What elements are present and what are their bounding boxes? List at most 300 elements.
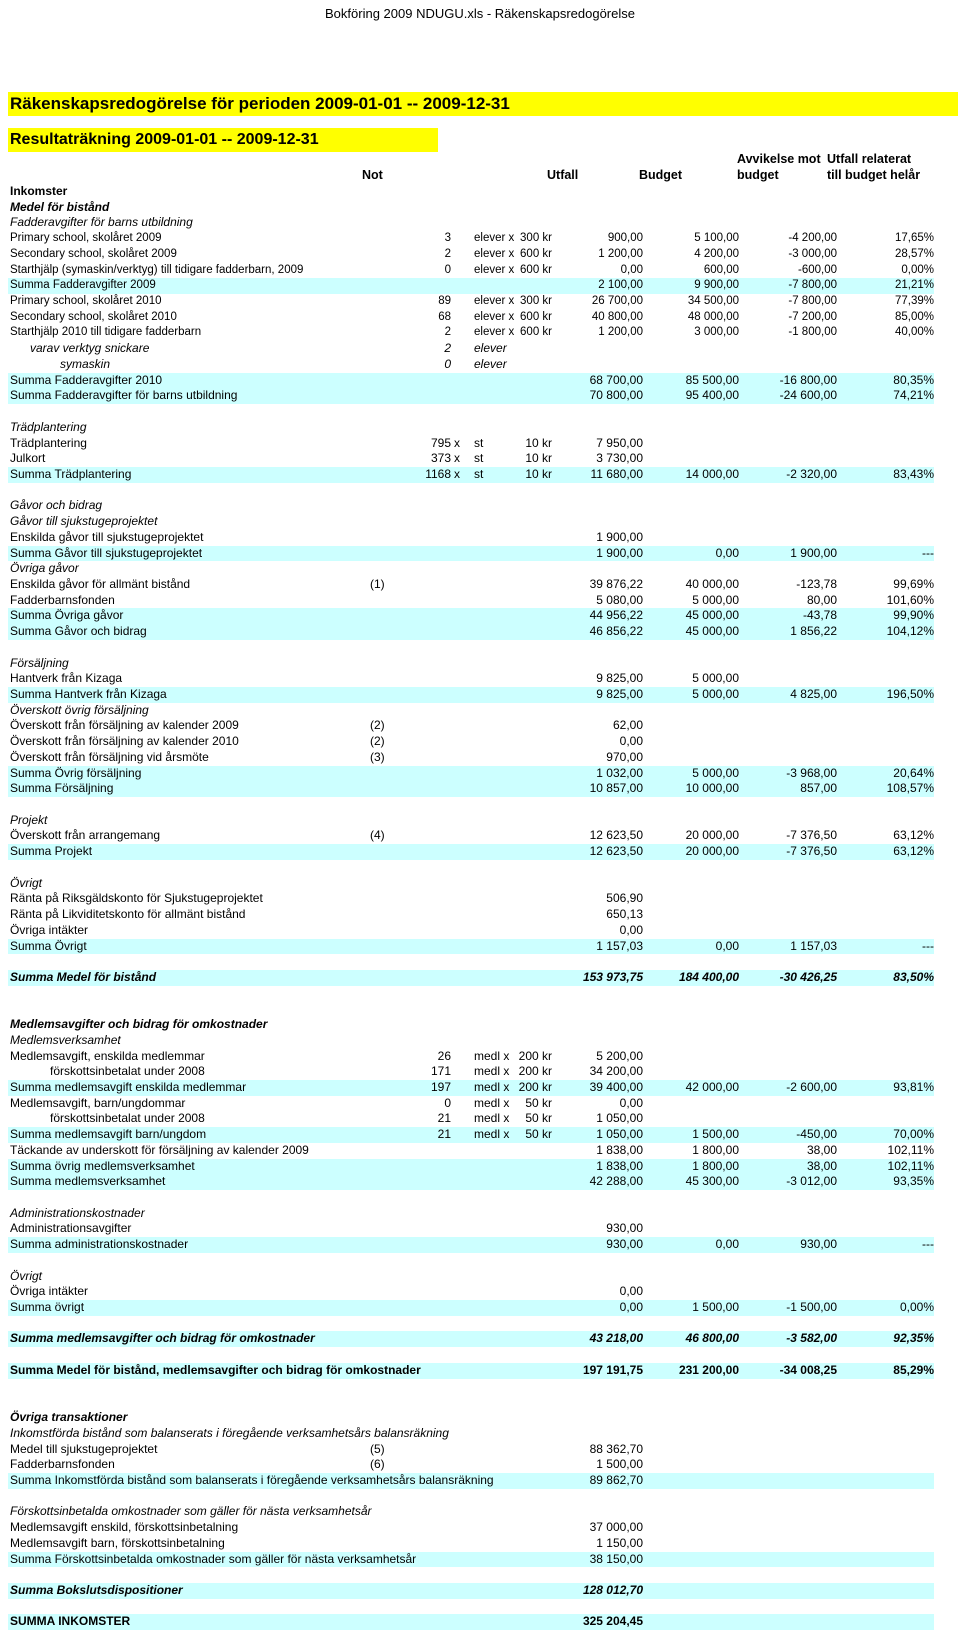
table-row — [8, 828, 934, 844]
row-price: 600 kr — [520, 247, 552, 260]
row-percent: 80,35% — [893, 372, 934, 387]
table-row — [8, 1520, 934, 1536]
row-percent: 20,64% — [893, 765, 934, 780]
table-row — [8, 1599, 934, 1615]
row-percent: --- — [922, 545, 934, 560]
row-unit: elever — [474, 356, 507, 371]
row-utfall: 40 800,00 — [591, 310, 643, 323]
row-avvikelse: 930,00 — [800, 1237, 837, 1252]
row-label: Täckande av underskott för försäljning av kalender 2009 — [10, 1142, 309, 1157]
row-label: symaskin — [10, 356, 111, 371]
table-row — [8, 876, 934, 892]
summary-row — [8, 939, 934, 955]
summary-row — [8, 1080, 934, 1096]
table-row — [8, 954, 934, 970]
row-utfall: 39 876,22 — [589, 576, 643, 591]
row-label: Summa Medel för bistånd — [10, 969, 157, 984]
row-percent: 21,21% — [894, 279, 934, 292]
row-label: Summa medlemsavgift barn/ungdom — [10, 1127, 207, 1142]
row-budget: 5 000,00 — [692, 687, 739, 701]
row-utfall: 1 838,00 — [596, 1158, 643, 1173]
table-row — [8, 231, 934, 247]
row-count: 68 — [438, 310, 451, 323]
row-utfall: 1 150,00 — [596, 1535, 643, 1550]
row-avvikelse: 1 157,03 — [790, 938, 837, 953]
row-percent: 99,69% — [893, 576, 934, 591]
row-label: SUMMA INKOMSTER — [10, 1614, 131, 1629]
row-utfall: 9 825,00 — [596, 671, 643, 686]
table-row — [8, 294, 934, 310]
col-relaterat-2: till budget helår — [827, 168, 921, 182]
row-note: (5) — [370, 1441, 385, 1456]
column-headers — [0, 152, 960, 184]
row-percent: 196,50% — [886, 687, 934, 701]
row-label: Primary school, skolåret 2010 — [10, 295, 162, 308]
row-label: Inkomster — [10, 184, 68, 198]
row-count: 171 — [430, 1064, 451, 1079]
row-utfall: 970,00 — [606, 749, 643, 764]
row-utfall: 1 200,00 — [598, 326, 643, 339]
row-percent: 28,57% — [894, 247, 934, 260]
row-label: Projekt — [10, 812, 48, 827]
table-row — [8, 404, 934, 420]
row-budget: 45 000,00 — [685, 608, 739, 623]
row-percent: 83,50% — [893, 969, 934, 984]
row-avvikelse: 1 856,22 — [790, 624, 837, 639]
row-utfall: 506,90 — [606, 891, 643, 906]
row-count: 26 — [437, 1048, 451, 1063]
row-count: 2 — [444, 341, 451, 356]
row-budget: 95 400,00 — [685, 388, 739, 403]
row-label: Summa Projekt — [10, 844, 93, 859]
row-budget: 3 000,00 — [694, 326, 739, 339]
row-avvikelse: 80,00 — [806, 592, 837, 607]
table-row — [8, 483, 934, 499]
table-row — [8, 718, 934, 734]
row-percent: 92,35% — [893, 1331, 934, 1346]
summary-row — [8, 608, 934, 624]
row-label: Övrigt — [10, 1268, 43, 1283]
row-percent: 0,00% — [901, 263, 934, 276]
table-row — [8, 1111, 934, 1127]
table-row — [8, 640, 934, 656]
row-label: Övriga transaktioner — [10, 1410, 128, 1425]
row-price: 200 kr — [518, 1064, 552, 1079]
row-utfall: 1 032,00 — [596, 765, 643, 780]
table-row — [8, 593, 934, 609]
row-label: Summa Fadderavgifter 2010 — [10, 372, 163, 387]
row-utfall: 650,13 — [606, 907, 643, 922]
row-label: Secondary school, skolåret 2009 — [10, 247, 177, 260]
row-label: Summa Trädplantering — [10, 466, 132, 481]
row-label: varav verktyg snickare — [10, 341, 150, 356]
row-count: 795 — [430, 435, 451, 450]
table-row — [8, 215, 934, 231]
row-utfall: 88 362,70 — [589, 1441, 643, 1456]
row-label: Summa Medel för bistånd, medlemsavgifter och bidrag för omkostnader — [10, 1362, 421, 1377]
row-budget: 14 000,00 — [685, 466, 739, 481]
row-price: 200 kr — [518, 1048, 552, 1063]
row-budget: 600,00 — [703, 263, 739, 276]
row-label: Överskott från försäljning av kalender 2009 — [10, 718, 239, 733]
row-unit: elever x — [474, 326, 515, 339]
row-price: 200 kr — [518, 1079, 552, 1094]
row-budget: 40 000,00 — [685, 576, 739, 591]
row-label: Medlemsavgift, barn/ungdommar — [10, 1095, 186, 1110]
row-utfall: 37 000,00 — [589, 1520, 643, 1535]
row-label: Medlemsavgift enskild, förskottsinbetalning — [10, 1520, 239, 1535]
row-unit: st — [474, 435, 484, 450]
row-x: x — [454, 466, 460, 481]
summary-row — [8, 373, 934, 389]
col-relaterat-1: Utfall relaterat — [827, 152, 912, 166]
col-budget: Budget — [639, 168, 683, 182]
summary-row — [8, 766, 934, 782]
table-row — [8, 514, 934, 530]
row-percent: 63,12% — [893, 828, 934, 843]
row-count: 21 — [437, 1127, 451, 1142]
summary-row — [8, 1159, 934, 1175]
row-percent: 17,65% — [894, 232, 934, 245]
row-budget: 1 500,00 — [692, 1127, 739, 1142]
row-utfall: 325 204,45 — [582, 1614, 643, 1629]
row-avvikelse: -2 320,00 — [786, 466, 837, 481]
summary-row — [8, 1473, 934, 1489]
summary-row — [8, 546, 934, 562]
row-label: Överskott från arrangemang — [10, 828, 161, 843]
row-avvikelse: -450,00 — [796, 1127, 837, 1142]
row-utfall: 70 800,00 — [589, 388, 643, 403]
row-avvikelse: -3 000,00 — [788, 247, 837, 260]
table-row — [8, 436, 934, 452]
row-utfall: 38 150,00 — [589, 1551, 643, 1566]
row-percent: 40,00% — [894, 326, 934, 339]
row-label: Summa Övrig försäljning — [10, 765, 142, 780]
table-row — [8, 750, 934, 766]
row-label: Summa Fadderavgifter för barns utbildning — [10, 388, 238, 403]
summary-row — [8, 1174, 934, 1190]
row-budget: 5 000,00 — [692, 592, 739, 607]
row-utfall: 0,00 — [619, 1300, 643, 1315]
row-utfall: 10 857,00 — [589, 781, 643, 796]
row-price: 300 kr — [520, 232, 552, 245]
row-note: (1) — [370, 576, 385, 591]
table-row — [8, 184, 934, 200]
row-avvikelse: -600,00 — [797, 263, 837, 276]
page-header: Bokföring 2009 NDUGU.xls - Räkenskapsredogörelse — [325, 6, 635, 21]
table-row — [8, 1001, 934, 1017]
row-avvikelse: 1 900,00 — [790, 545, 837, 560]
row-label: Gåvor och bidrag — [10, 498, 103, 513]
row-utfall: 1 500,00 — [596, 1457, 643, 1472]
table-row — [8, 1221, 934, 1237]
summary-row — [8, 278, 934, 294]
table-row — [8, 1033, 934, 1049]
row-price: 600 kr — [520, 326, 552, 339]
row-utfall: 7 950,00 — [596, 435, 643, 450]
row-utfall: 5 200,00 — [596, 1048, 643, 1063]
table-row — [8, 1049, 934, 1065]
report-title: Räkenskapsredogörelse för perioden 2009-01-01 -- 2009-12-31 — [8, 92, 958, 116]
row-label: Summa Fadderavgifter 2009 — [10, 279, 156, 292]
row-price: 10 kr — [525, 435, 552, 450]
row-note: (2) — [370, 734, 385, 749]
row-count: 0 — [444, 263, 451, 276]
table-row — [8, 1143, 934, 1159]
row-count: 2 — [444, 247, 451, 260]
row-avvikelse: -3 582,00 — [786, 1331, 837, 1346]
row-percent: 93,81% — [893, 1079, 934, 1094]
row-percent: 77,39% — [894, 295, 934, 308]
row-budget: 46 800,00 — [685, 1331, 739, 1346]
row-utfall: 1 157,03 — [596, 938, 643, 953]
table-row — [8, 1269, 934, 1285]
row-percent: 70,00% — [893, 1127, 934, 1142]
row-percent: 93,35% — [893, 1174, 934, 1189]
row-utfall: 12 623,50 — [589, 828, 643, 843]
row-label: Julkort — [10, 451, 46, 466]
row-utfall: 0,00 — [619, 734, 643, 749]
table-row — [8, 1096, 934, 1112]
row-utfall: 1 838,00 — [596, 1142, 643, 1157]
row-percent: 63,12% — [893, 844, 934, 859]
row-percent: 83,43% — [893, 466, 934, 481]
row-utfall: 153 973,75 — [582, 969, 643, 984]
row-avvikelse: 4 825,00 — [790, 687, 837, 701]
row-unit: elever x — [474, 247, 515, 260]
report-subtitle: Resultaträkning 2009-01-01 -- 2009-12-31 — [8, 128, 438, 152]
col-not: Not — [362, 168, 383, 182]
row-utfall: 930,00 — [606, 1221, 643, 1236]
table-row — [8, 860, 934, 876]
row-avvikelse: -16 800,00 — [779, 372, 837, 387]
table-row — [8, 341, 934, 357]
row-count: 0 — [444, 1095, 451, 1110]
row-label: Summa Hantverk från Kizaga — [10, 687, 167, 701]
table-row — [8, 986, 934, 1002]
row-price: 300 kr — [520, 295, 552, 308]
row-avvikelse: -7 800,00 — [788, 295, 837, 308]
summary-row — [8, 624, 934, 640]
col-avvikelse-2: budget — [737, 168, 779, 182]
row-budget: 1 800,00 — [692, 1158, 739, 1173]
row-avvikelse: 38,00 — [806, 1142, 837, 1157]
row-utfall: 1 050,00 — [596, 1127, 643, 1142]
row-unit: medl x — [474, 1064, 510, 1079]
table-row — [8, 498, 934, 514]
row-budget: 48 000,00 — [687, 310, 739, 323]
row-count: 0 — [444, 356, 451, 371]
table-row — [8, 310, 934, 326]
summary-row — [8, 1300, 934, 1316]
row-price: 10 kr — [525, 466, 552, 481]
row-label: Ränta på Riksgäldskonto för Sjukstugeprojektet — [10, 891, 263, 906]
row-unit: medl x — [474, 1048, 510, 1063]
row-budget: 10 000,00 — [685, 781, 739, 796]
row-label: Secondary school, skolåret 2010 — [10, 310, 177, 323]
row-label: Summa administrationskostnader — [10, 1237, 189, 1252]
row-budget: 1 800,00 — [692, 1142, 739, 1157]
row-label: Övrigt — [10, 875, 43, 890]
row-utfall: 34 200,00 — [589, 1064, 643, 1079]
row-percent: 102,11% — [887, 1158, 934, 1173]
row-label: förskottsinbetalat under 2008 — [10, 1111, 205, 1126]
row-utfall: 1 900,00 — [596, 529, 643, 544]
row-budget: 1 500,00 — [692, 1300, 739, 1315]
row-label: Medlemsavgifter och bidrag för omkostnader — [10, 1017, 268, 1032]
row-budget: 0,00 — [715, 938, 739, 953]
row-budget: 9 900,00 — [694, 279, 739, 292]
summary-row — [8, 1127, 934, 1143]
row-label: Övriga gåvor — [10, 561, 79, 576]
table-row — [8, 734, 934, 750]
table-row — [8, 1504, 934, 1520]
row-avvikelse: -7 376,50 — [786, 844, 837, 859]
row-percent: 0,00% — [899, 1300, 934, 1315]
table-row — [8, 561, 934, 577]
table-row — [8, 451, 934, 467]
row-label: Summa Förskottsinbetalda omkostnader som gäller för nästa verksamhetsår — [10, 1551, 417, 1566]
row-utfall: 128 012,70 — [582, 1582, 643, 1597]
row-utfall: 42 288,00 — [589, 1174, 643, 1189]
row-label: Summa Övriga gåvor — [10, 608, 124, 623]
row-label: Förskottsinbetalda omkostnader som gäller för nästa verksamhetsår — [10, 1504, 372, 1519]
row-utfall: 2 100,00 — [598, 279, 643, 292]
row-unit: st — [474, 466, 484, 481]
row-percent: 85,29% — [893, 1362, 934, 1377]
summary-row — [8, 1614, 934, 1630]
row-count: 21 — [437, 1111, 451, 1126]
table-row — [8, 656, 934, 672]
row-percent: 102,11% — [887, 1142, 934, 1157]
row-budget: 34 500,00 — [687, 295, 739, 308]
row-price: 50 kr — [525, 1111, 552, 1126]
row-budget: 20 000,00 — [685, 844, 739, 859]
row-price: 600 kr — [520, 263, 552, 276]
table-row — [8, 1567, 934, 1583]
row-label: Administrationsavgifter — [10, 1221, 132, 1236]
row-label: Trädplantering — [10, 419, 87, 434]
col-utfall: Utfall — [547, 168, 579, 182]
row-count: 89 — [438, 295, 451, 308]
row-budget: 4 200,00 — [694, 247, 739, 260]
summary-row — [8, 1363, 934, 1379]
row-unit: medl x — [474, 1111, 510, 1126]
row-unit: elever x — [474, 263, 515, 276]
row-x: x — [454, 435, 460, 450]
row-label: Enskilda gåvor för allmänt bistånd — [10, 576, 191, 591]
row-price: 50 kr — [525, 1095, 552, 1110]
row-label: Enskilda gåvor till sjukstugeprojektet — [10, 529, 204, 544]
row-unit: elever x — [474, 295, 515, 308]
table-row — [8, 357, 934, 373]
row-note: (6) — [370, 1457, 385, 1472]
table-row — [8, 703, 934, 719]
row-price: 50 kr — [525, 1127, 552, 1142]
row-budget: 184 400,00 — [678, 969, 739, 984]
row-label: Starthjälp (symaskin/verktyg) till tidigare fadderbarn, 2009 — [10, 263, 304, 276]
row-label: Trädplantering — [10, 435, 87, 450]
row-label: Gåvor till sjukstugeprojektet — [10, 514, 158, 529]
summary-row — [8, 781, 934, 797]
table-row — [8, 1206, 934, 1222]
row-utfall: 39 400,00 — [589, 1079, 643, 1094]
row-utfall: 0,00 — [620, 263, 643, 276]
row-utfall: 1 200,00 — [598, 247, 643, 260]
row-count: 197 — [430, 1079, 451, 1094]
row-avvikelse: -2 600,00 — [786, 1079, 837, 1094]
row-unit: elever x — [474, 310, 515, 323]
row-label: Medel för bistånd — [10, 199, 110, 214]
summary-row — [8, 970, 934, 986]
row-budget: 20 000,00 — [685, 828, 739, 843]
row-unit: medl x — [474, 1127, 510, 1142]
table-row — [8, 200, 934, 216]
row-label: Fadderavgifter för barns utbildning — [10, 215, 193, 230]
row-budget: 85 500,00 — [685, 372, 739, 387]
row-budget: 231 200,00 — [678, 1362, 739, 1377]
summary-row — [8, 1331, 934, 1347]
row-avvikelse: -1 800,00 — [788, 326, 837, 339]
row-budget: 42 000,00 — [685, 1079, 739, 1094]
row-avvikelse: 857,00 — [800, 781, 837, 796]
table-row — [8, 420, 934, 436]
row-label: Medel till sjukstugeprojektet — [10, 1441, 158, 1456]
row-unit: st — [474, 451, 484, 466]
row-label: Överskott från försäljning av kalender 2010 — [10, 734, 239, 749]
row-label: Övriga intäkter — [10, 1284, 89, 1299]
row-price: 10 kr — [525, 451, 552, 466]
row-percent: 85,00% — [894, 310, 934, 323]
table-row — [8, 891, 934, 907]
row-utfall: 1 900,00 — [596, 545, 643, 560]
summary-row — [8, 388, 934, 404]
row-count: 2 — [444, 326, 451, 339]
row-label: Administrationskostnader — [10, 1205, 145, 1220]
row-label: Summa övrigt — [10, 1300, 85, 1315]
row-utfall: 5 080,00 — [596, 592, 643, 607]
table-row — [8, 1394, 934, 1410]
row-avvikelse: -3 012,00 — [786, 1174, 837, 1189]
row-label: Överskott från försäljning vid årsmöte — [10, 749, 209, 764]
row-label: Medlemsavgift, enskilda medlemmar — [10, 1048, 205, 1063]
table-row — [8, 1410, 934, 1426]
row-unit: medl x — [474, 1095, 510, 1110]
row-budget: 5 000,00 — [692, 765, 739, 780]
row-utfall: 197 191,75 — [582, 1362, 643, 1377]
table-row — [8, 1489, 934, 1505]
row-label: Summa övrig medlemsverksamhet — [10, 1158, 195, 1173]
table-row — [8, 1190, 934, 1206]
row-budget: 5 000,00 — [692, 671, 739, 686]
row-label: Summa Gåvor till sjukstugeprojektet — [10, 545, 203, 560]
table-row — [8, 797, 934, 813]
row-utfall: 26 700,00 — [591, 295, 643, 308]
table-row — [8, 263, 934, 279]
row-utfall: 12 623,50 — [589, 844, 643, 859]
row-avvikelse: -1 500,00 — [786, 1300, 837, 1315]
summary-row — [8, 1552, 934, 1568]
row-count: 1168 — [425, 466, 451, 481]
row-label: Summa medlemsverksamhet — [10, 1174, 166, 1189]
row-label: Hantverk från Kizaga — [10, 671, 123, 686]
table-row — [8, 1536, 934, 1552]
summary-row — [8, 467, 934, 483]
row-percent: 108,57% — [886, 781, 934, 796]
row-label: Inkomstförda bistånd som balanserats i föregående verksamhetsårs balansräkning — [10, 1425, 449, 1440]
table-row — [8, 923, 934, 939]
row-count: 373 — [430, 451, 451, 466]
